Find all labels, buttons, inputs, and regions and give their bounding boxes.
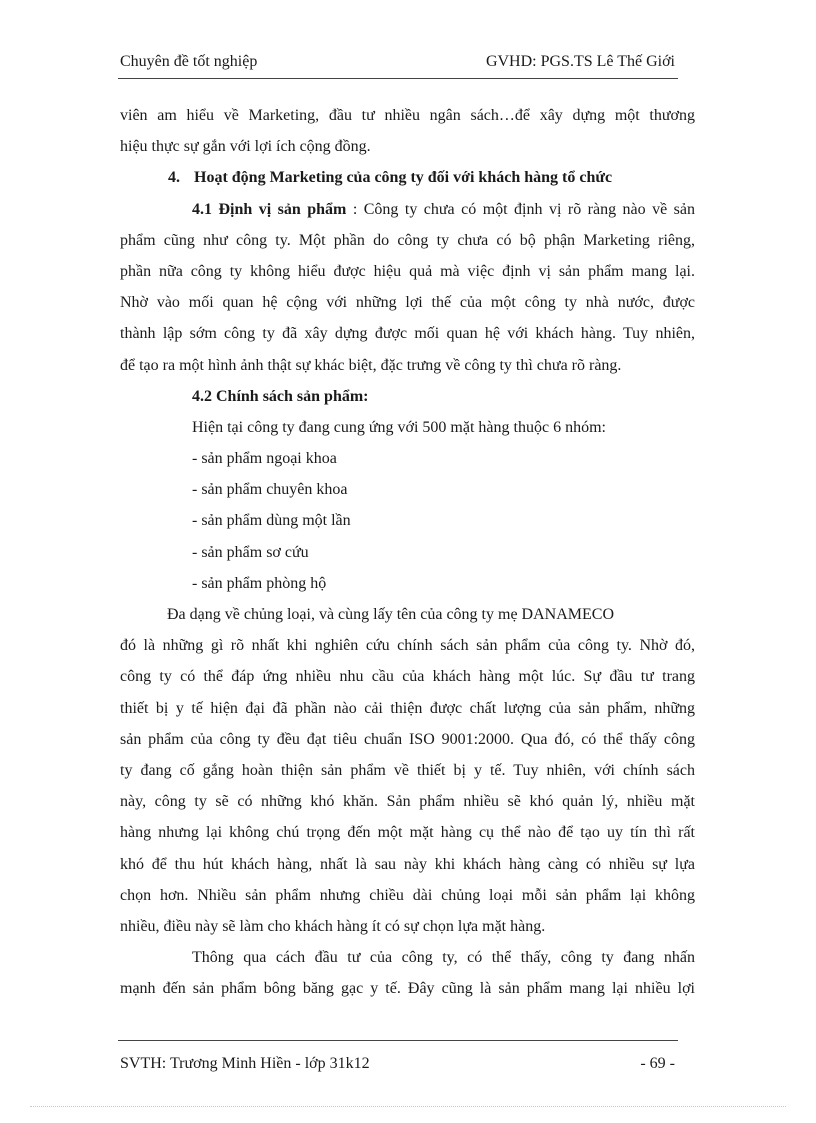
- list-item: - sản phẩm phòng hộ: [192, 574, 327, 592]
- page-body: [120, 100, 695, 1004]
- text-line: hàng nhưng lại không chú trọng đến một mặt hàng cụ thể nào để tạo uy tín thì rất: [120, 824, 695, 842]
- page-header: [120, 52, 675, 72]
- page-number: - 69 -: [640, 1055, 675, 1072]
- text-line: đó là những gì rõ nhất khi nghiên cứu chính sách sản phẩm của công ty. Nhờ đó,: [120, 637, 695, 655]
- text-line: nhiều, điều này sẽ làm cho khách hàng ít có sự chọn lựa mặt hàng.: [120, 917, 546, 935]
- footer-left: SVTH: Trương Minh Hiền - lớp 31k12: [120, 1055, 370, 1072]
- section-4-heading: [120, 162, 695, 193]
- text-line: Đa dạng về chủng loại, và cùng lấy tên của công ty mẹ DANAMECO: [167, 606, 614, 623]
- list-item: - sản phẩm sơ cứu: [192, 543, 309, 561]
- text-line: công ty có thể đáp ứng nhiều nhu cầu của khách hàng một lúc. Sự đầu tư trang: [120, 668, 695, 686]
- text-line: thành lập sớm công ty đã xây dựng được mối quan hệ với khách hàng. Tuy nhiên,: [120, 325, 695, 343]
- text-line: phẩm cũng như công ty. Một phần do công ty chưa có bộ phận Marketing riêng,: [120, 231, 695, 249]
- header-rule: [118, 78, 678, 79]
- paragraph-continuation: [120, 100, 695, 162]
- subsection-title: 4.2 Chính sách sản phẩm:: [192, 387, 369, 405]
- text-line: ty đang cố gắng hoàn thiện sản phẩm về thiết bị y tế. Tuy nhiên, với chính sách: [120, 761, 695, 779]
- text-line: để tạo ra một hình ảnh thật sự khác biệt, đặc trưng về công ty thì chưa rõ ràng.: [120, 356, 622, 374]
- text-line: phần nữa công ty không hiểu được hiệu quả mà việc định vị sản phẩm mang lại.: [120, 262, 695, 280]
- list-item: - sản phẩm ngoại khoa: [192, 450, 337, 468]
- text-line: hiệu thực sự gắn với lợi ích cộng đồng.: [120, 138, 371, 156]
- text-line: này, công ty sẽ có những khó khăn. Sản phẩm nhiều sẽ khó quản lý, nhiều mặt: [120, 793, 695, 811]
- text-line: viên am hiểu về Marketing, đầu tư nhiều ngân sách…để xây dựng một thương: [120, 107, 695, 124]
- section-4-1: [120, 194, 695, 381]
- header-left: Chuyên đề tốt nghiệp: [120, 53, 258, 70]
- paragraph-product-diversity: [120, 599, 695, 942]
- header-right: GVHD: PGS.TS Lê Thế Giới: [485, 53, 675, 70]
- page-footer: [120, 1054, 675, 1074]
- text-line: mạnh đến sản phẩm bông băng gạc y tế. Đây cũng là sản phẩm mang lại nhiều lợi: [120, 980, 695, 998]
- text-line: chọn hơn. Nhiều sản phẩm nhưng chiều dài chủng loại mỗi sản phẩm lại không: [120, 886, 695, 904]
- section-title: Hoạt động Marketing của công ty đối với khách hàng tổ chức: [194, 169, 613, 187]
- text-line: Nhờ vào mối quan hệ cộng với những lợi thế của một công ty nhà nước, được: [120, 294, 695, 312]
- section-4-2: [120, 381, 695, 599]
- text-line: 4.1 Định vị sản phẩm : Công ty chưa có một định vị rõ ràng nào về sản: [192, 200, 695, 218]
- footer-rule: [118, 1040, 678, 1041]
- text-line: sản phẩm của công ty đều đạt tiêu chuẩn ISO 9001:2000. Qua đó, có thể thấy công: [120, 730, 695, 748]
- list-item: - sản phẩm chuyên khoa: [192, 481, 348, 499]
- paragraph-investment: [120, 942, 695, 1004]
- text-line: khó để thu hút khách hàng, nhất là sau này khi khách hàng càng có nhiều sự lựa: [120, 855, 695, 873]
- page-break-dots: [30, 1106, 786, 1107]
- list-item: - sản phẩm dùng một lần: [192, 512, 351, 530]
- subsection-title: 4.1 Định vị sản phẩm: [192, 200, 347, 218]
- text-line: Hiện tại công ty đang cung ứng với 500 mặt hàng thuộc 6 nhóm:: [192, 418, 606, 436]
- text-line: Thông qua cách đầu tư của công ty, có thể thấy, công ty đang nhấn: [192, 949, 695, 967]
- section-number: 4.: [168, 169, 180, 187]
- text-line: thiết bị y tế hiện đại đã phần nào cải thiện được chất lượng của sản phẩm, những: [120, 699, 695, 717]
